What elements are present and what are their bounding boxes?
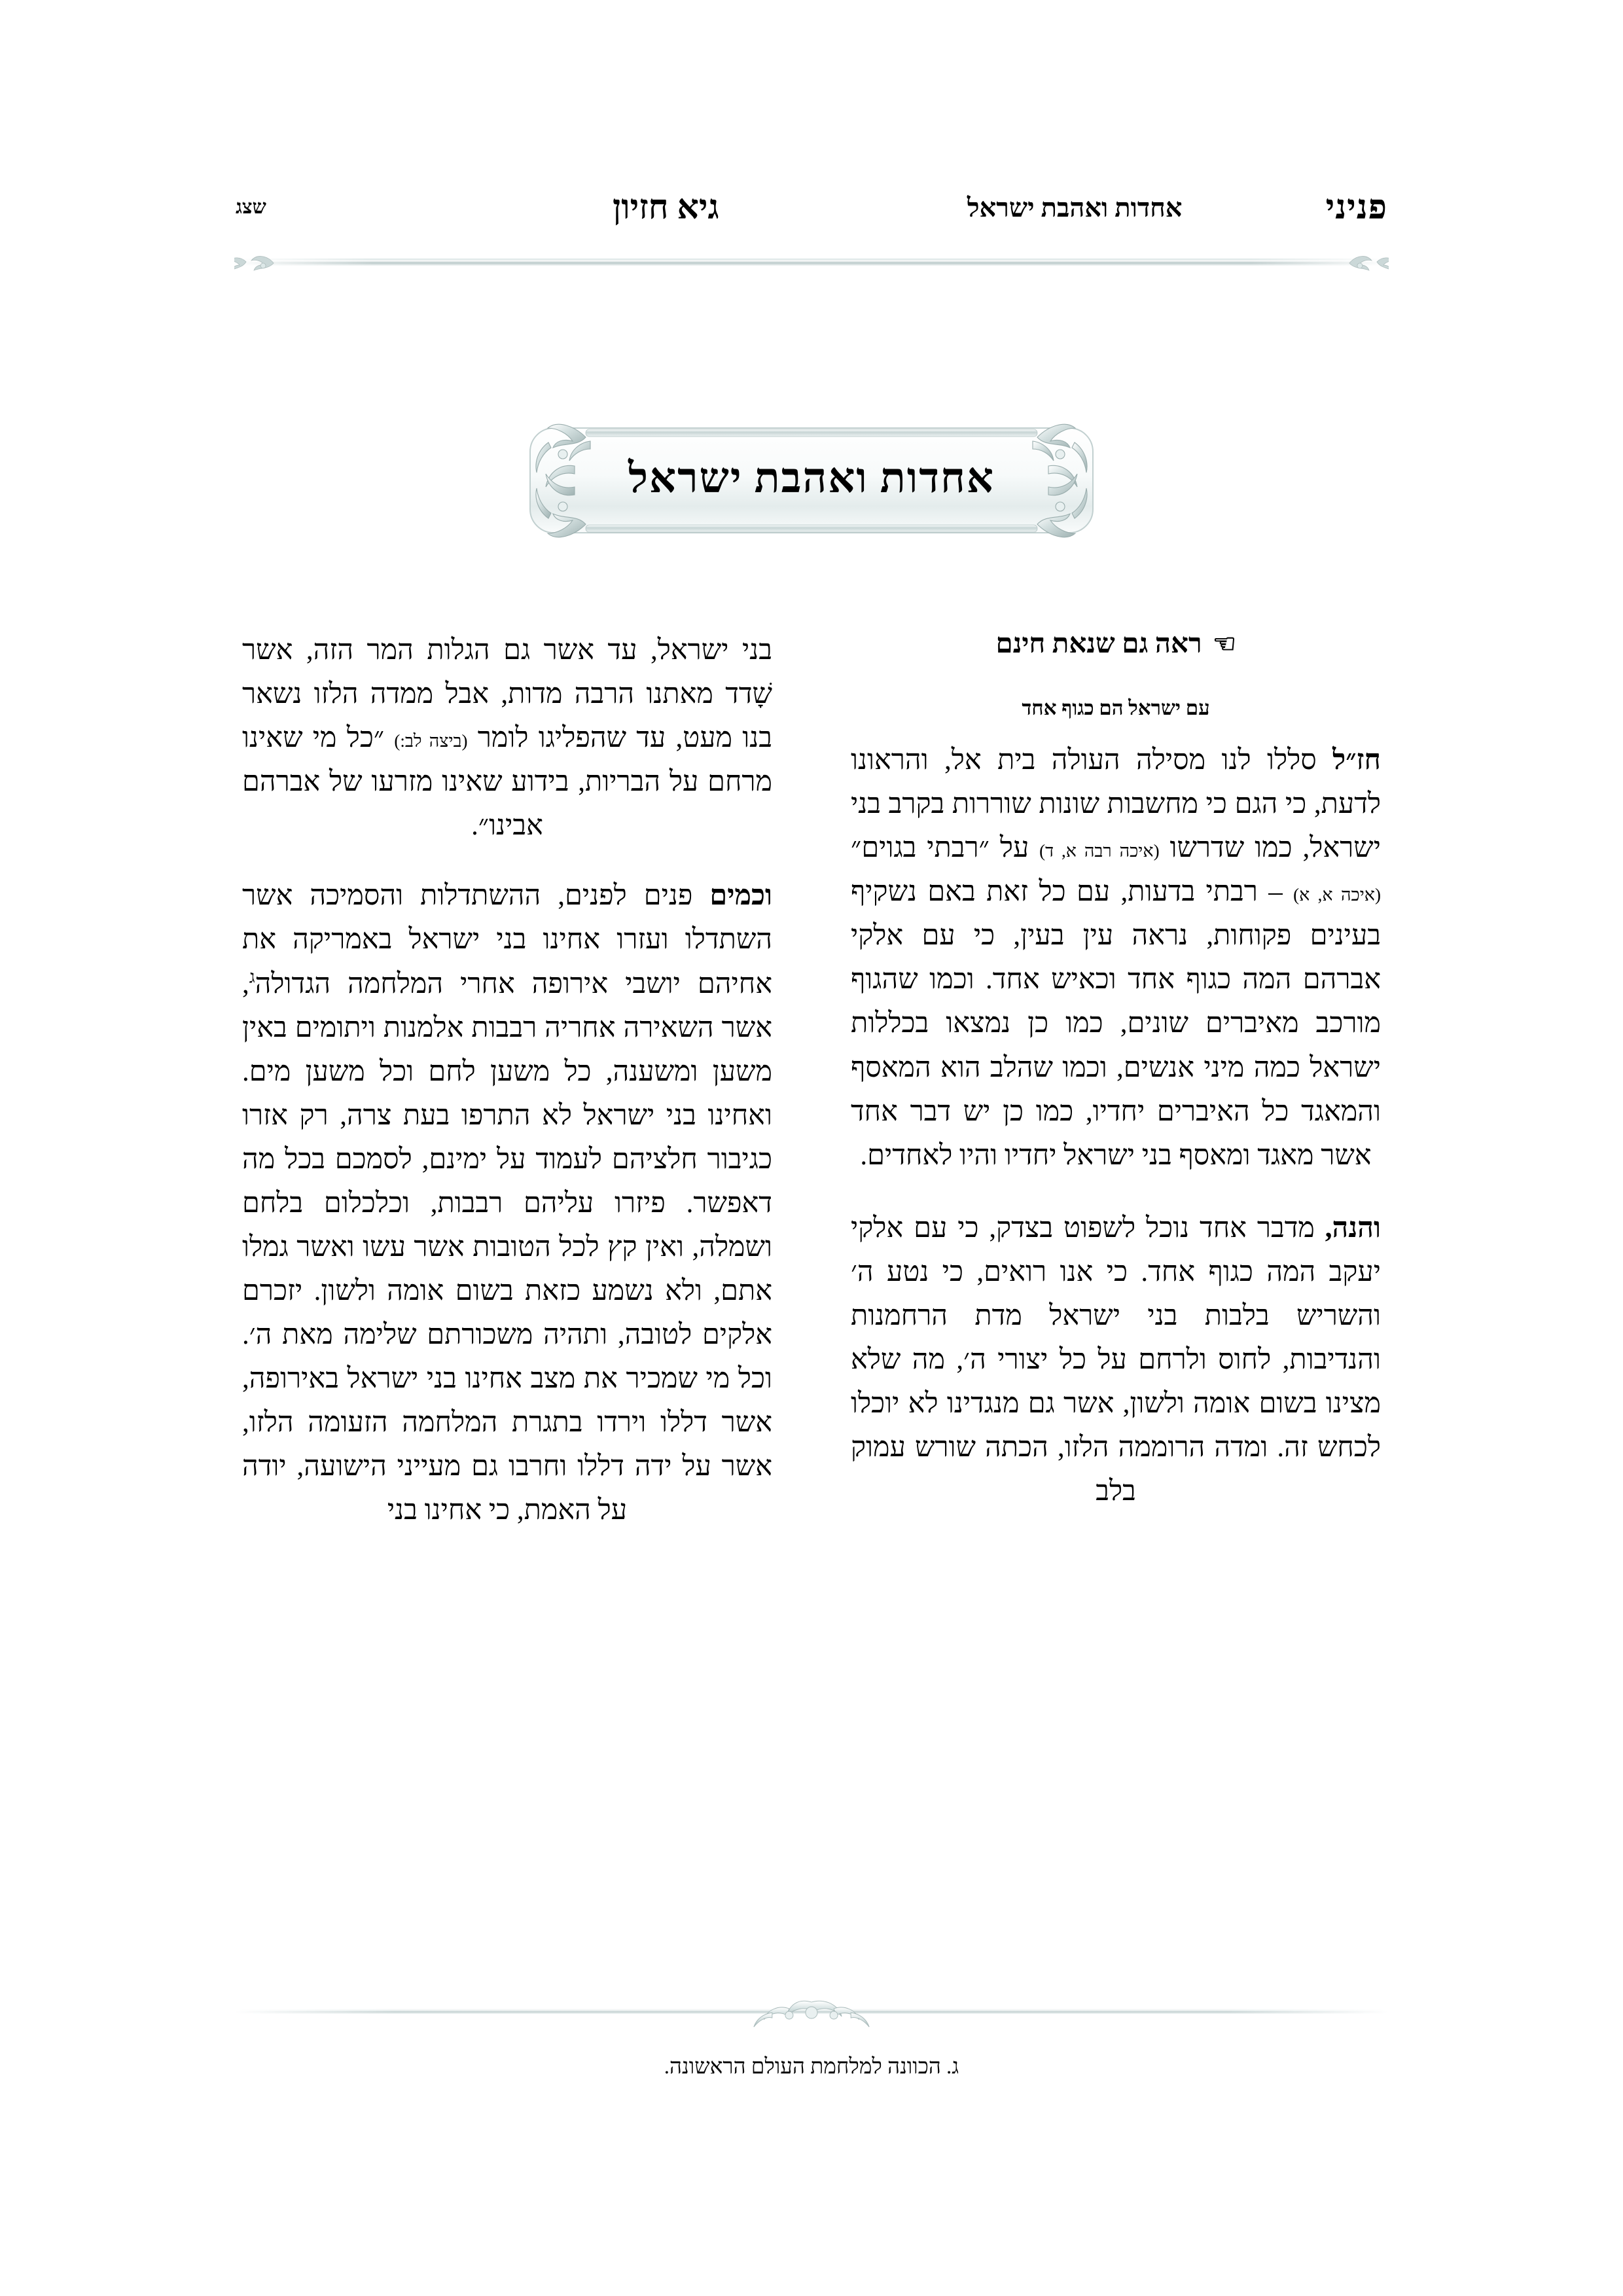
source-citation: (איכה א, א) xyxy=(1293,885,1381,905)
page-number: שצג xyxy=(236,196,266,218)
column-left xyxy=(242,628,772,1562)
source-citation: (ביצה לב:) xyxy=(394,731,468,751)
paragraph-text: , אשר השאירה אחריה רבבות אלמנות ויתומים באין משען ומשענה, כל משען לחם וכל משען מים. ואחינו בני ישראל לא התרפו בעת צרה, רק אזרו כגיבור חלציהם לעמוד על ימינם, לסמכם בכל מה דאפשר. פיזרו עליהם רבבות, וכלכלום בלחם ושמלה, ואין קץ לכל הטובות אשר עשו ואשר גמלו אתם, ולא נשמע כזאת בשום אומה ולשון. יזכרם אלקים לטובה, ותהיה משכורתם שלימה מאת ה׳. וכל מי שמכיר את מצב אחינו בני ישראל באירופה, אשר דללו וירדו בתגרת המלחמה הזעומה הלזו, אשר על ידה דללו וחרבו גם מעייני הישועה, יודה על האמת, כי אחינו בני xyxy=(242,968,772,1526)
column-right xyxy=(851,628,1381,1562)
running-head xyxy=(236,178,1387,237)
paragraph-text: בני ישראל, עד אשר גם הגלות המר הזה, אשר שָׁדד מאתנו הרבה מדות, אבל ממדה הלזו נשאר בנו מעט, עד שהפליגו לומר xyxy=(242,635,772,754)
section-heading xyxy=(851,628,1381,660)
paragraph-right-2 xyxy=(851,1206,1381,1514)
running-head-center-title: אחדות ואהבת ישראל xyxy=(967,192,1183,223)
paragraph-right-1 xyxy=(851,738,1381,1177)
paragraph-text: סללו לנו מסילה העולה בית אל, והראונו לדעת, כי הגם כי מחשבות שונות שוררות בקרב בני ישראל, כמו שדרשו xyxy=(851,745,1381,864)
footer-ornament-rule xyxy=(234,2000,1389,2030)
plaque-title-text: אחדות ואהבת ישראל xyxy=(628,455,995,501)
paragraph-lead-word: והנה, xyxy=(1325,1212,1381,1244)
paragraph-left-1 xyxy=(242,628,772,848)
title-plaque xyxy=(0,403,1623,554)
footnote-reference-mark: ג xyxy=(249,967,255,987)
paragraph-text: על ״רבתי בגוים״ xyxy=(851,833,1040,864)
header-ornament-rule xyxy=(234,250,1389,276)
running-head-left-title: גיא חזיון xyxy=(613,188,719,226)
source-citation: (איכה רבה א, ד) xyxy=(1039,841,1160,861)
paragraph-lead-word: וכמים xyxy=(709,880,772,912)
footnote: ג. הכוונה למלחמת העולם הראשונה. xyxy=(664,2055,959,2079)
paragraph-text: ״כל מי שאינו מרחם על הבריות, בידוע שאינו מזרעו של אברהם אבינו״. xyxy=(242,723,772,842)
sub-heading: עם ישראל הם כגוף אחד xyxy=(1022,696,1210,719)
body-columns xyxy=(242,628,1381,1562)
paragraph-left-2 xyxy=(242,874,772,1532)
pointing-hand-icon: ☞ xyxy=(1212,629,1236,658)
paragraph-text: – רבתי בדעות, עם כל זאת באם נשקיף בעינים פקוחות, נראה עין בעין, כי עם אלקי אברהם המה כגוף אחד וכאיש אחד. וכמו שהגוף מורכב מאיברים שונים, כמו כן נמצאו בכללות ישראל כמה מיני אנשים, וכמו שהלב הוא המאסף והמאגד כל האיברים יחדיו, כמו כן יש דבר אחד אשר מאגד ומאסף בני ישראל יחדיו והיו לאחדים. xyxy=(851,876,1381,1171)
paragraph-lead-word: חז״ל xyxy=(1332,745,1381,776)
paragraph-text: מדבר אחד נוכל לשפוט בצדק, כי עם אלקי יעקב המה כגוף אחד. כי אנו רואים, כי נטע ה׳ והשריש בלבות בני ישראל מדת הרחמנות והנדיבות, לחוס ולרחם על כל יצורי ה׳, מה שלא מצינו בשום אומה ולשון, אשר גם מנגדינו לא יוכלו לכחש זה. ומדה הרוממה הלזו, הכתה שורש עמוק בלב xyxy=(851,1212,1381,1507)
paragraph-text: פנים לפנים, ההשתדלות והסמיכה אשר השתדלו ועזרו אחינו בני ישראל באמריקה את אחיהם יושבי אירופה אחרי המלחמה הגדולה xyxy=(242,880,772,999)
section-heading-text: ראה גם שנאת חינם xyxy=(995,629,1202,659)
running-head-right-title: פניני xyxy=(1325,188,1387,226)
